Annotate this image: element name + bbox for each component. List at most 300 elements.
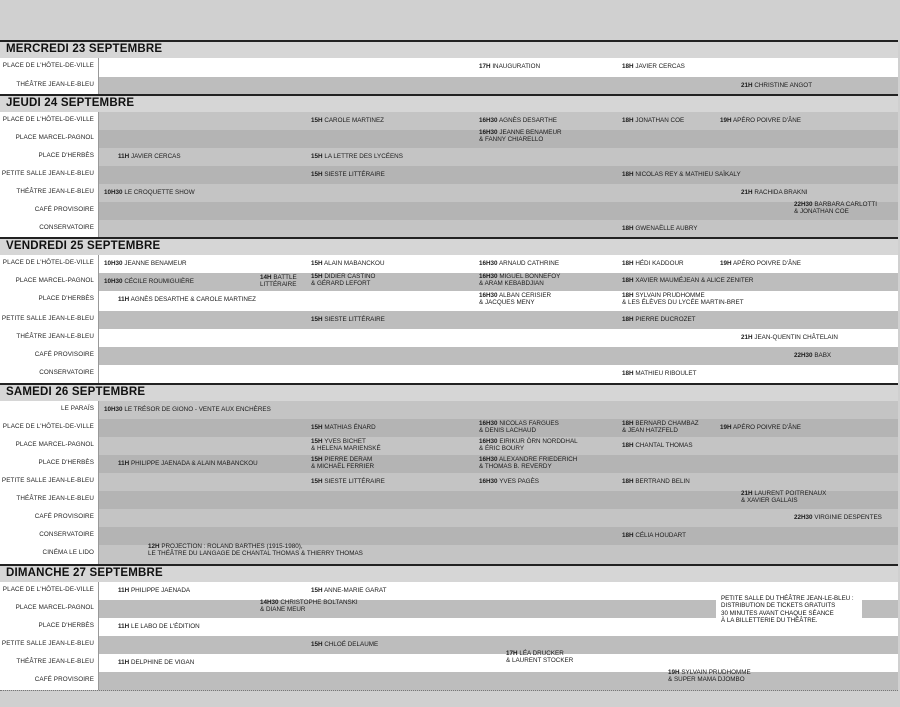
event-title: AGNÈS DESARTHE & CAROLE MARTINEZ — [130, 296, 257, 303]
event-time: 10H30 — [104, 406, 123, 413]
venue-name: LE PARAÏS — [61, 405, 94, 412]
venue-name: CAFÉ PROVISOIRE — [34, 513, 94, 520]
event-title: JEANNE BENAMEUR — [499, 129, 562, 136]
event-title-continued: & JEAN HATZFELD — [622, 427, 678, 435]
venue-name: CAFÉ PROVISOIRE — [34, 351, 94, 358]
event-time: 18H — [622, 117, 634, 124]
event-time: 15H — [311, 641, 323, 648]
ticket-info-note — [716, 592, 862, 632]
event-line — [741, 82, 812, 89]
day-header — [0, 94, 898, 113]
event-line — [794, 514, 882, 521]
schedule-row — [0, 273, 898, 292]
event-title: JEAN-QUENTIN CHÂTELAIN — [754, 334, 838, 341]
venue-label — [0, 672, 99, 690]
event-time: 16H30 — [479, 420, 498, 427]
event-line — [118, 296, 256, 303]
event-entry — [118, 623, 200, 630]
event-entry — [311, 153, 403, 160]
event-entry — [622, 63, 685, 70]
event-entry — [311, 456, 374, 471]
venue-name: THÉÂTRE JEAN-LE-BLEU — [16, 188, 94, 195]
event-time: 18H — [622, 316, 634, 323]
event-time: 18H — [622, 532, 634, 539]
event-time: 18H — [622, 478, 634, 485]
event-line — [479, 420, 559, 427]
venue-label — [0, 130, 99, 148]
event-title: CAROLE MARTINEZ — [324, 117, 385, 124]
event-time: 10H30 — [104, 189, 123, 196]
event-entry — [148, 543, 363, 558]
event-line — [720, 117, 801, 124]
event-entry — [479, 260, 559, 267]
event-time: 16H30 — [479, 260, 498, 267]
event-line — [720, 260, 801, 267]
event-line — [118, 623, 200, 630]
event-title: SYLVAIN PRUDHOMME — [681, 669, 751, 676]
venue-name: CAFÉ PROVISOIRE — [34, 676, 94, 683]
event-line — [104, 260, 187, 267]
venue-name: PETITE SALLE JEAN-LE-BLEU — [1, 640, 94, 647]
event-title-continued: & DENIS LACHAUD — [479, 427, 537, 435]
schedule-row — [0, 58, 898, 78]
event-title: JAVIER CERCAS — [635, 63, 685, 70]
event-time: 16H30 — [479, 273, 498, 280]
event-line — [741, 490, 826, 497]
event-title: BERNARD CHAMBAZ — [635, 420, 699, 427]
schedule-row — [0, 148, 898, 167]
event-entry — [118, 659, 194, 666]
event-line — [311, 478, 385, 485]
event-title: LÉA DRUCKER — [519, 650, 564, 657]
event-entry — [311, 171, 385, 178]
venue-label — [0, 77, 99, 94]
event-time: 18H — [622, 63, 634, 70]
event-time: 15H — [311, 438, 323, 445]
event-line — [720, 424, 801, 431]
event-title: CHANTAL THOMAS — [635, 442, 693, 449]
event-title-continued: & LAURENT STOCKER — [506, 657, 574, 665]
event-title: MATHIAS ÉNARD — [324, 424, 376, 431]
schedule-row — [0, 329, 898, 348]
schedule-row — [0, 636, 898, 655]
event-title-continued: & MICHAËL FERRIER — [311, 463, 375, 471]
event-line — [311, 153, 403, 160]
event-entry — [479, 420, 559, 435]
event-entry — [622, 260, 684, 267]
schedule-row — [0, 527, 898, 546]
schedule-row — [0, 509, 898, 528]
event-title: CHRISTOPHE BOLTANSKI — [280, 599, 358, 606]
venue-label — [0, 491, 99, 509]
venue-label — [0, 58, 99, 77]
event-line — [311, 117, 384, 124]
schedule-row — [0, 545, 898, 565]
event-entry — [311, 587, 386, 594]
venue-label — [0, 527, 99, 545]
event-line — [622, 260, 684, 267]
event-line — [622, 225, 698, 232]
venue-name: PLACE DE L'HÔTEL-DE-VILLE — [2, 259, 94, 266]
event-line — [622, 370, 696, 377]
venue-label — [0, 112, 99, 130]
event-entry — [311, 316, 385, 323]
schedule-row — [0, 220, 898, 238]
event-title: LE LABO DE L'ÉDITION — [130, 623, 200, 630]
event-line — [668, 669, 751, 676]
venue-label — [0, 455, 99, 473]
schedule-row — [0, 650, 898, 673]
event-title: INAUGURATION — [492, 63, 541, 70]
event-time: 16H30 — [479, 292, 498, 299]
event-line — [479, 456, 577, 463]
event-line — [311, 171, 385, 178]
venue-name: PLACE D'HERBÈS — [38, 622, 94, 629]
event-entry — [622, 370, 696, 377]
event-time: 15H — [311, 316, 323, 323]
event-time: 18H — [622, 442, 634, 449]
event-line — [118, 153, 181, 160]
venue-label — [0, 509, 99, 527]
event-title-continued: & LES ÉLÈVES DU LYCÉE MARTIN-BRET — [622, 299, 744, 307]
event-title: JEANNE BENAMEUR — [124, 260, 187, 267]
venue-name: CONSERVATOIRE — [39, 369, 94, 376]
event-title: NICOLAS REY & MATHIEU SAÏKALY — [635, 171, 741, 178]
event-entry — [118, 153, 181, 160]
schedule-row — [0, 202, 898, 221]
event-title: SYLVAIN PRUDHOMME — [635, 292, 705, 299]
event-line — [118, 587, 190, 594]
event-entry — [311, 478, 385, 485]
event-time: 22H30 — [794, 352, 813, 359]
event-entry — [741, 490, 826, 505]
event-title: CÉCILE ROUMIGUIÈRE — [124, 278, 194, 285]
event-time: 16H30 — [479, 129, 498, 136]
event-time: 11H — [118, 659, 130, 666]
event-title-continued: & GÉRARD LEFORT — [311, 280, 371, 288]
event-title: PIERRE DERAM — [324, 456, 373, 463]
venue-label — [0, 365, 99, 383]
event-title: NICOLAS FARGUES — [499, 420, 559, 427]
event-entry — [794, 201, 877, 216]
event-time: 18H — [622, 370, 634, 377]
event-time: 21H — [741, 490, 753, 497]
event-entry — [622, 277, 753, 284]
venue-name: PLACE MARCEL-PAGNOL — [15, 134, 94, 141]
event-entry — [741, 334, 838, 341]
venue-label — [0, 202, 99, 220]
schedule-row — [0, 347, 898, 366]
event-title: MATHIEU RIBOULET — [635, 370, 697, 377]
event-time: 18H — [622, 171, 634, 178]
event-entry — [479, 129, 562, 144]
event-line — [104, 406, 271, 413]
venue-label — [0, 600, 99, 618]
venue-name: THÉÂTRE JEAN-LE-BLEU — [16, 658, 94, 665]
schedule-row — [0, 311, 898, 330]
event-title: LA LETTRE DES LYCÉENS — [324, 153, 403, 160]
venue-name: CONSERVATOIRE — [39, 224, 94, 231]
event-title-continued: & XAVIER GALLAIS — [741, 497, 798, 505]
event-line — [622, 171, 741, 178]
event-entry — [794, 514, 882, 521]
venue-label — [0, 184, 99, 202]
event-time: 15H — [311, 117, 323, 124]
venue-name: THÉÂTRE JEAN-LE-BLEU — [16, 495, 94, 502]
event-entry — [118, 296, 256, 303]
event-title: ARNAUD CATHRINE — [498, 260, 560, 267]
event-line — [311, 641, 378, 648]
event-title-continued: & HELENA MARIENSKÉ — [311, 445, 381, 453]
event-title: MIGUEL BONNEFOY — [499, 273, 561, 280]
event-time: 16H30 — [479, 438, 498, 445]
event-entry — [622, 171, 741, 178]
event-line — [311, 424, 376, 431]
day-header — [0, 383, 898, 402]
event-title: BERTRAND BELIN — [635, 478, 690, 485]
event-title: JAVIER CERCAS — [130, 153, 181, 160]
venue-label — [0, 401, 99, 419]
event-time: 18H — [622, 260, 634, 267]
day-title: JEUDI 24 SEPTEMBRE — [6, 97, 135, 109]
note-line: DISTRIBUTION DE TICKETS GRATUITS — [721, 602, 836, 610]
event-title: PHILIPPE JAENADA & ALAIN MABANCKOU — [130, 460, 258, 467]
event-title: ALBAN CERISIER — [498, 292, 552, 299]
event-line — [479, 273, 560, 280]
event-time: 21H — [741, 189, 753, 196]
event-entry — [479, 478, 539, 485]
day-header — [0, 237, 898, 256]
schedule-row — [0, 401, 898, 420]
venue-label — [0, 636, 99, 654]
event-title: APÉRO POIVRE D'ÂNE — [732, 424, 802, 431]
schedule-row — [0, 291, 898, 312]
event-title: SIESTE LITTÉRAIRE — [324, 316, 385, 323]
event-title-continued: & THOMAS B. REVERDY — [479, 463, 552, 471]
event-title-continued: LE THÉÂTRE DU LANGAGE DE CHANTAL THOMAS & THIERRY THOMAS — [148, 550, 363, 558]
event-entry — [311, 438, 381, 453]
venue-name: PLACE D'HERBÈS — [38, 459, 94, 466]
event-title: YVES BICHET — [324, 438, 366, 445]
event-line — [622, 442, 693, 449]
event-title: RACHIDA BRAKNI — [754, 189, 808, 196]
note-line: À LA BILLETTERIE DU THÉÂTRE. — [721, 616, 818, 624]
venue-name: PLACE MARCEL-PAGNOL — [15, 604, 94, 611]
event-entry — [622, 316, 696, 323]
venue-name: CINÉMA LE LIDO — [42, 549, 94, 556]
event-line — [622, 478, 690, 485]
venue-label — [0, 291, 99, 311]
day-title: DIMANCHE 27 SEPTEMBRE — [6, 567, 163, 579]
event-entry — [104, 260, 187, 267]
schedule-row — [0, 669, 898, 691]
event-entry — [741, 189, 808, 196]
event-entry — [104, 278, 194, 285]
event-time: 15H — [311, 478, 323, 485]
venue-label — [0, 311, 99, 329]
event-title-continued: & DIANE MEUR — [260, 606, 306, 614]
event-line — [622, 117, 684, 124]
event-line — [622, 63, 685, 70]
event-line — [104, 278, 194, 285]
event-entry — [622, 532, 686, 539]
event-entry — [720, 117, 801, 124]
event-entry — [311, 424, 376, 431]
venue-label — [0, 654, 99, 672]
day-title: MERCREDI 23 SEPTEMBRE — [6, 43, 163, 55]
event-title: BATTLE — [273, 274, 297, 281]
event-line — [622, 316, 696, 323]
venue-label — [0, 255, 99, 273]
schedule-row — [0, 255, 898, 274]
note-line: 30 MINUTES AVANT CHAQUE SÉANCE — [721, 609, 834, 617]
event-title: PHILIPPE JAENADA — [130, 587, 191, 594]
event-time: 19H — [668, 669, 680, 676]
event-entry — [311, 260, 385, 267]
venue-label — [0, 148, 99, 166]
event-entry — [622, 420, 699, 435]
event-title: PROJECTION : ROLAND BARTHES (1915-1980), — [161, 543, 303, 550]
event-title: CHRISTINE ANGOT — [754, 82, 813, 89]
event-title: SIESTE LITTÉRAIRE — [324, 171, 385, 178]
event-line — [506, 650, 573, 657]
schedule-row — [0, 437, 898, 456]
venue-label — [0, 329, 99, 347]
event-entry — [479, 273, 560, 288]
event-time: 22H30 — [794, 514, 813, 521]
event-time: 16H30 — [479, 117, 498, 124]
day-title: VENDREDI 25 SEPTEMBRE — [6, 240, 161, 252]
event-title-continued: & SUPER MAMA DJOMBO — [668, 676, 745, 684]
event-entry — [311, 273, 375, 288]
venue-name: PETITE SALLE JEAN-LE-BLEU — [1, 315, 94, 322]
venue-label — [0, 473, 99, 491]
venue-label — [0, 419, 99, 437]
event-title-continued: & FANNY CHIARELLO — [479, 136, 544, 144]
event-time: 17H — [479, 63, 491, 70]
schedule-row — [0, 184, 898, 203]
event-time: 19H — [720, 424, 732, 431]
event-entry — [506, 650, 573, 665]
event-line — [479, 129, 562, 136]
venue-label — [0, 273, 99, 291]
event-title: HÉDI KADDOUR — [635, 260, 684, 267]
event-time: 15H — [311, 153, 323, 160]
event-line — [479, 478, 539, 485]
schedule-row — [0, 455, 898, 474]
event-time: 14H — [260, 274, 272, 281]
event-line — [794, 201, 877, 208]
event-entry — [311, 117, 384, 124]
event-time: 15H — [311, 424, 323, 431]
event-entry — [479, 117, 557, 124]
event-time: 19H — [720, 260, 732, 267]
event-entry — [311, 641, 378, 648]
event-time: 15H — [311, 456, 323, 463]
event-title: APÉRO POIVRE D'ÂNE — [732, 117, 802, 124]
venue-name: PLACE DE L'HÔTEL-DE-VILLE — [2, 116, 94, 123]
event-title: APÉRO POIVRE D'ÂNE — [732, 260, 802, 267]
event-time: 11H — [118, 587, 130, 594]
event-time: 15H — [311, 273, 323, 280]
event-time: 10H30 — [104, 260, 123, 267]
event-entry — [479, 456, 577, 471]
day-header — [0, 40, 898, 59]
event-time: 21H — [741, 334, 753, 341]
event-time: 15H — [311, 587, 323, 594]
event-title: CHLOÉ DELAUME — [324, 641, 379, 648]
event-title: DIDIER CASTINO — [324, 273, 376, 280]
event-time: 15H — [311, 260, 323, 267]
venue-label — [0, 437, 99, 455]
venue-label — [0, 166, 99, 184]
event-time: 11H — [118, 623, 130, 630]
event-title: YVES PAGÈS — [499, 478, 539, 485]
event-title: DELPHINE DE VIGAN — [130, 659, 195, 666]
event-title: LE TRÉSOR DE GIONO - VENTE AUX ENCHÈRES — [124, 406, 271, 413]
venue-name: PLACE D'HERBÈS — [38, 295, 94, 302]
event-line — [479, 292, 551, 299]
event-line — [311, 316, 385, 323]
event-title: ALEXANDRE FRIEDERICH — [498, 456, 578, 463]
event-title-continued: & ÉRIC BOURY — [479, 445, 525, 453]
schedule-row — [0, 166, 898, 185]
venue-name: CAFÉ PROVISOIRE — [34, 206, 94, 213]
event-entry — [479, 438, 578, 453]
event-entry — [479, 292, 551, 307]
event-time: 16H30 — [479, 478, 498, 485]
event-title: SIESTE LITTÉRAIRE — [324, 478, 385, 485]
event-time: 18H — [622, 225, 634, 232]
event-title: GWENAËLLE AUBRY — [635, 225, 698, 232]
event-line — [741, 189, 808, 196]
event-time: 16H30 — [479, 456, 498, 463]
event-title: CÉLIA HOUDART — [635, 532, 686, 539]
event-time: 19H — [720, 117, 732, 124]
venue-name: CONSERVATOIRE — [39, 531, 94, 538]
event-time: 22H30 — [794, 201, 813, 208]
event-line — [118, 460, 258, 467]
event-entry — [622, 225, 698, 232]
schedule-row — [0, 130, 898, 149]
event-time: 11H — [118, 460, 130, 467]
schedule-row — [0, 419, 898, 438]
event-line — [311, 260, 385, 267]
event-title: BABX — [814, 352, 832, 359]
venue-name: PLACE MARCEL-PAGNOL — [15, 441, 94, 448]
event-entry — [479, 63, 540, 70]
event-entry — [118, 587, 190, 594]
event-title-continued: & JONATHAN COE — [794, 208, 849, 216]
event-title-continued: LITTÉRAIRE — [260, 281, 297, 289]
venue-label — [0, 545, 99, 564]
venue-name: PLACE MARCEL-PAGNOL — [15, 277, 94, 284]
event-time: 18H — [622, 292, 634, 299]
event-title: XAVIER MAUMÉJEAN & ALICE ZENITER — [635, 277, 754, 284]
event-line — [741, 334, 838, 341]
day-title: SAMEDI 26 SEPTEMBRE — [6, 386, 146, 398]
event-entry — [794, 352, 831, 359]
event-entry — [260, 274, 297, 289]
event-entry — [720, 260, 801, 267]
event-line — [794, 352, 831, 359]
event-line — [118, 659, 194, 666]
event-entry — [622, 292, 744, 307]
event-time: 21H — [741, 82, 753, 89]
schedule-row — [0, 365, 898, 384]
event-line — [479, 63, 540, 70]
event-title: EIRIKUR ÖRN NORDDHAL — [499, 438, 578, 445]
